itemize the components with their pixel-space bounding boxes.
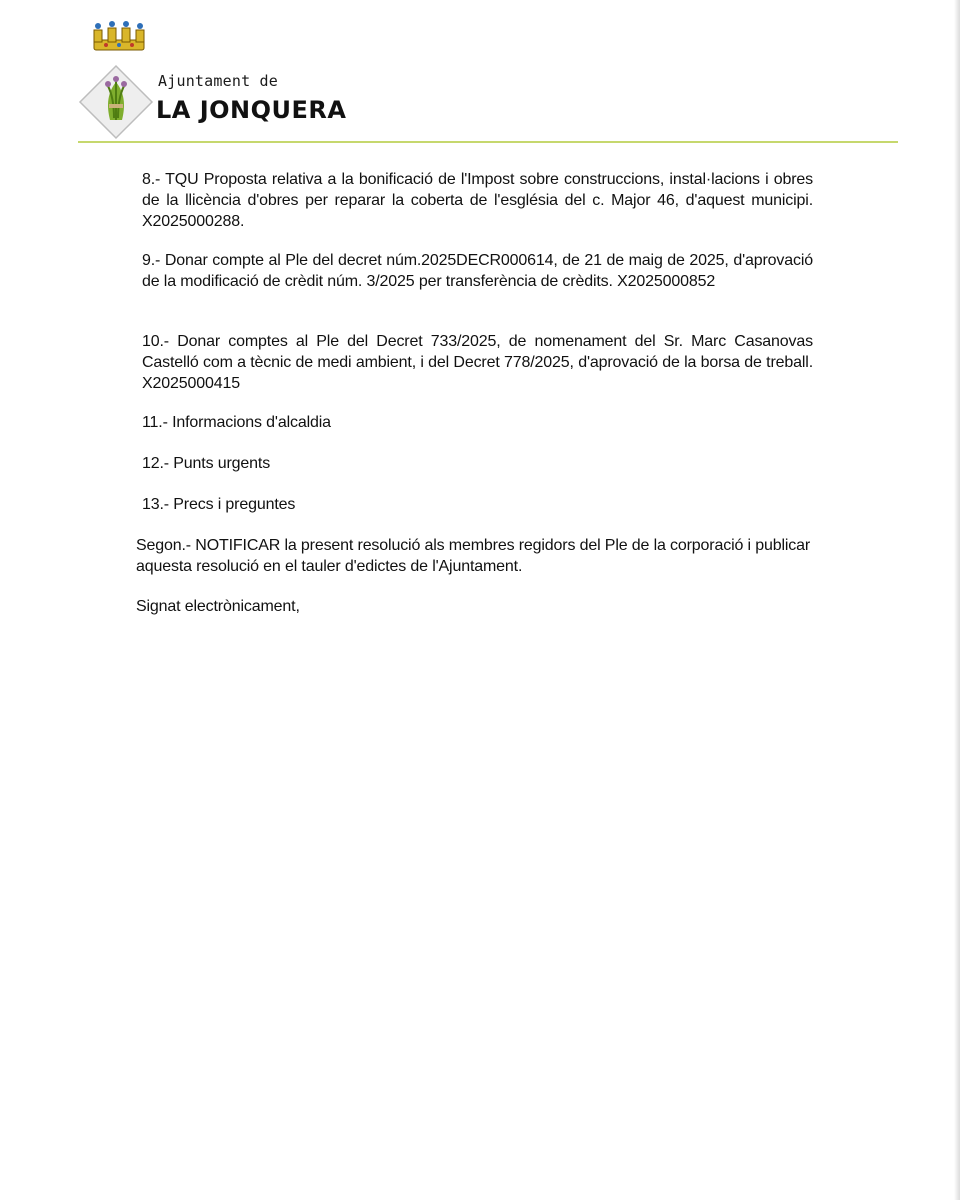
header-divider: [78, 141, 898, 143]
coat-of-arms-icon: [78, 64, 154, 140]
agenda-item-11: 11.- Informacions d'alcaldia: [142, 414, 331, 431]
agenda-item-10: 10.- Donar comptes al Ple del Decret 733/2025, de nomenament del Sr. Marc Casanovas Castelló com a tècnic de medi ambient, i del Decret 778/2025, d'aprovació de la borsa de treball. X2025000415: [142, 333, 813, 392]
agenda-item-8: 8.- TQU Proposta relativa a la bonificació de l'Impost sobre construccions, instal·lacions i obres de la llicència d'obres per reparar la coberta de l'església del c. Major 46, d'aquest municipi. X2025000288.: [142, 171, 813, 230]
crown-icon: [88, 18, 150, 54]
page-edge-shadow: [954, 0, 960, 1200]
logo-line-ajuntament: Ajuntament de: [158, 72, 278, 90]
municipal-letterhead: [78, 18, 347, 128]
second-resolution-paragraph: Segon.- NOTIFICAR la present resolució als membres regidors del Ple de la corporació i publicar aquesta resolució en el tauler d'edictes de l'Ajuntament.: [136, 537, 811, 575]
logo-line-la-jonquera: LA JONQUERA: [156, 96, 347, 124]
agenda-item-13: 13.- Precs i preguntes: [142, 496, 296, 513]
agenda-item-9: 9.- Donar compte al Ple del decret núm.2025DECR000614, de 21 de maig de 2025, d'aprovació de la modificació de crèdit núm. 3/2025 per transferència de crèdits. X2025000852: [142, 252, 813, 290]
signature-line: Signat electrònicament,: [136, 598, 300, 615]
agenda-item-12: 12.- Punts urgents: [142, 455, 271, 472]
